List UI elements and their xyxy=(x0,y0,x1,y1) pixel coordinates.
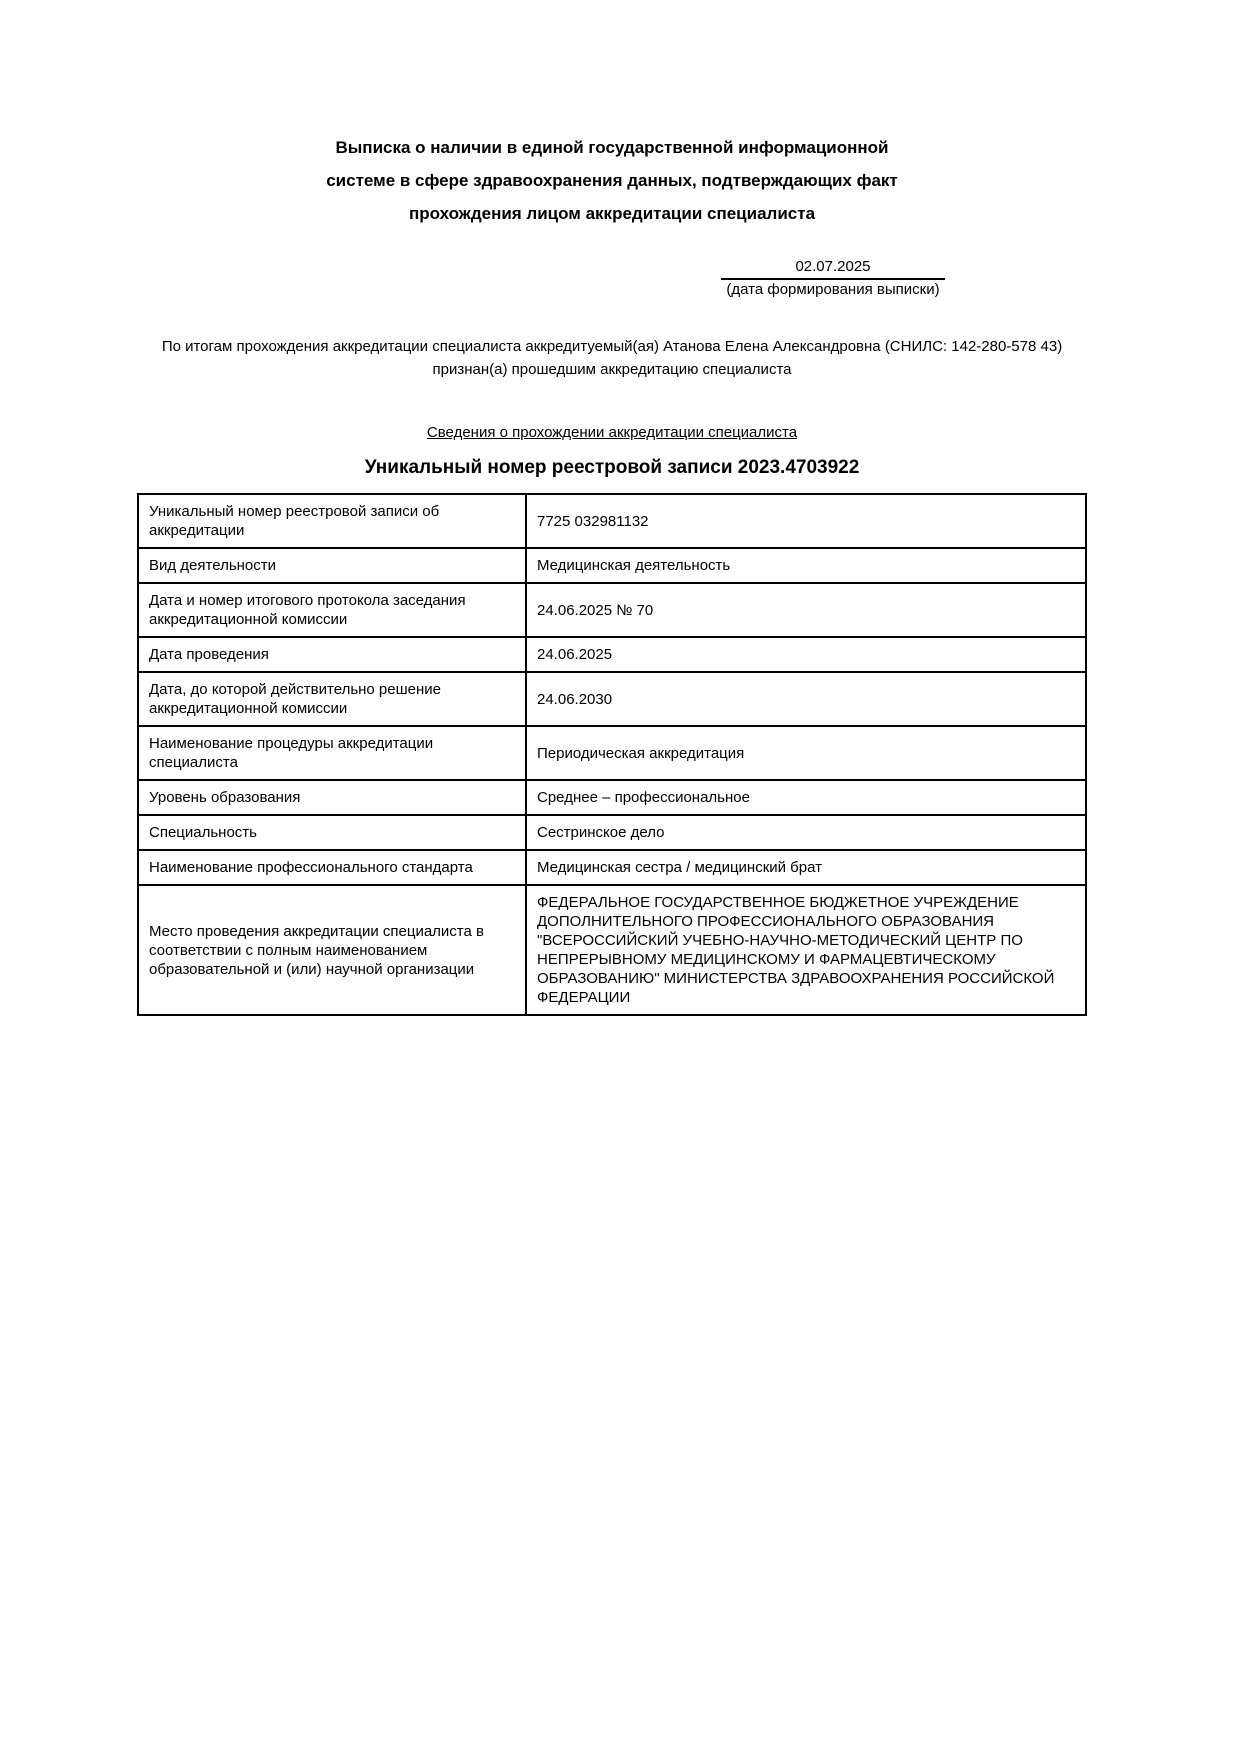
formation-date-caption: (дата формирования выписки) xyxy=(726,281,940,298)
table-row xyxy=(138,672,1086,726)
document-title-line: Выписка о наличии в единой государственной информационной xyxy=(335,138,889,157)
row-label: Дата проведения xyxy=(138,637,526,672)
formation-date-value: 02.07.2025 xyxy=(721,257,945,280)
row-value: Периодическая аккредитация xyxy=(526,726,1086,780)
document-title-line: прохождения лицом аккредитации специалиста xyxy=(408,204,816,223)
row-label: Уникальный номер реестровой записи об аккредитации xyxy=(138,494,526,548)
section-heading xyxy=(137,423,1087,442)
table-row xyxy=(138,780,1086,815)
row-label: Дата, до которой действительно решение аккредитационной комиссии xyxy=(138,672,526,726)
row-value: ФЕДЕРАЛЬНОЕ ГОСУДАРСТВЕННОЕ БЮДЖЕТНОЕ УЧРЕЖДЕНИЕ ДОПОЛНИТЕЛЬНОГО ПРОФЕССИОНАЛЬНОГО ОБРАЗОВАНИЯ "ВСЕРОССИЙСКИЙ УЧЕБНО-НАУЧНО-МЕТОДИЧЕСКИЙ ЦЕНТР ПО НЕПРЕРЫВНОМУ МЕДИЦИНСКОМУ И ФАРМАЦЕВТИЧЕСКОМУ ОБРАЗОВАНИЮ" МИНИСТЕРСТВА ЗДРАВООХРАНЕНИЯ РОССИЙСКОЙ ФЕДЕРАЦИИ xyxy=(526,885,1086,1015)
row-value: 7725 032981132 xyxy=(526,494,1086,548)
row-label: Наименование процедуры аккредитации специалиста xyxy=(138,726,526,780)
row-value: 24.06.2030 xyxy=(526,672,1086,726)
row-label: Специальность xyxy=(138,815,526,850)
table-row xyxy=(138,885,1086,1015)
table-row xyxy=(138,548,1086,583)
document-title-line: системе в сфере здравоохранения данных, подтверждающих факт xyxy=(326,171,898,190)
row-label: Вид деятельности xyxy=(138,548,526,583)
table-row xyxy=(138,583,1086,637)
section-heading-text: Сведения о прохождении аккредитации специалиста xyxy=(426,424,798,441)
row-value: Среднее – профессиональное xyxy=(526,780,1086,815)
document-title xyxy=(137,0,1087,230)
accreditation-result-paragraph: По итогам прохождения аккредитации специалиста аккредитуемый(ая) Атанова Елена Александровна (СНИЛС: 142-280-578 43) признан(а) прошедшим аккредитацию специалиста xyxy=(161,338,1063,378)
row-value: 24.06.2025 xyxy=(526,637,1086,672)
row-value: Медицинская сестра / медицинский брат xyxy=(526,850,1086,885)
row-value: Сестринское дело xyxy=(526,815,1086,850)
row-label: Уровень образования xyxy=(138,780,526,815)
row-value: Медицинская деятельность xyxy=(526,548,1086,583)
table-row xyxy=(138,494,1086,548)
accreditation-details-table xyxy=(137,493,1087,1016)
row-label: Наименование профессионального стандарта xyxy=(138,850,526,885)
registry-number-heading: Уникальный номер реестровой записи 2023.4703922 xyxy=(364,457,860,478)
table-row xyxy=(138,726,1086,780)
table-row xyxy=(138,815,1086,850)
row-label: Место проведения аккредитации специалиста в соответствии с полным наименованием образовательной и (или) научной организации xyxy=(138,885,526,1015)
table-row xyxy=(138,850,1086,885)
row-value: 24.06.2025 № 70 xyxy=(526,583,1086,637)
document-content xyxy=(137,0,1087,1016)
formation-date-block xyxy=(721,257,945,298)
table-row xyxy=(138,637,1086,672)
row-label: Дата и номер итогового протокола заседания аккредитационной комиссии xyxy=(138,583,526,637)
